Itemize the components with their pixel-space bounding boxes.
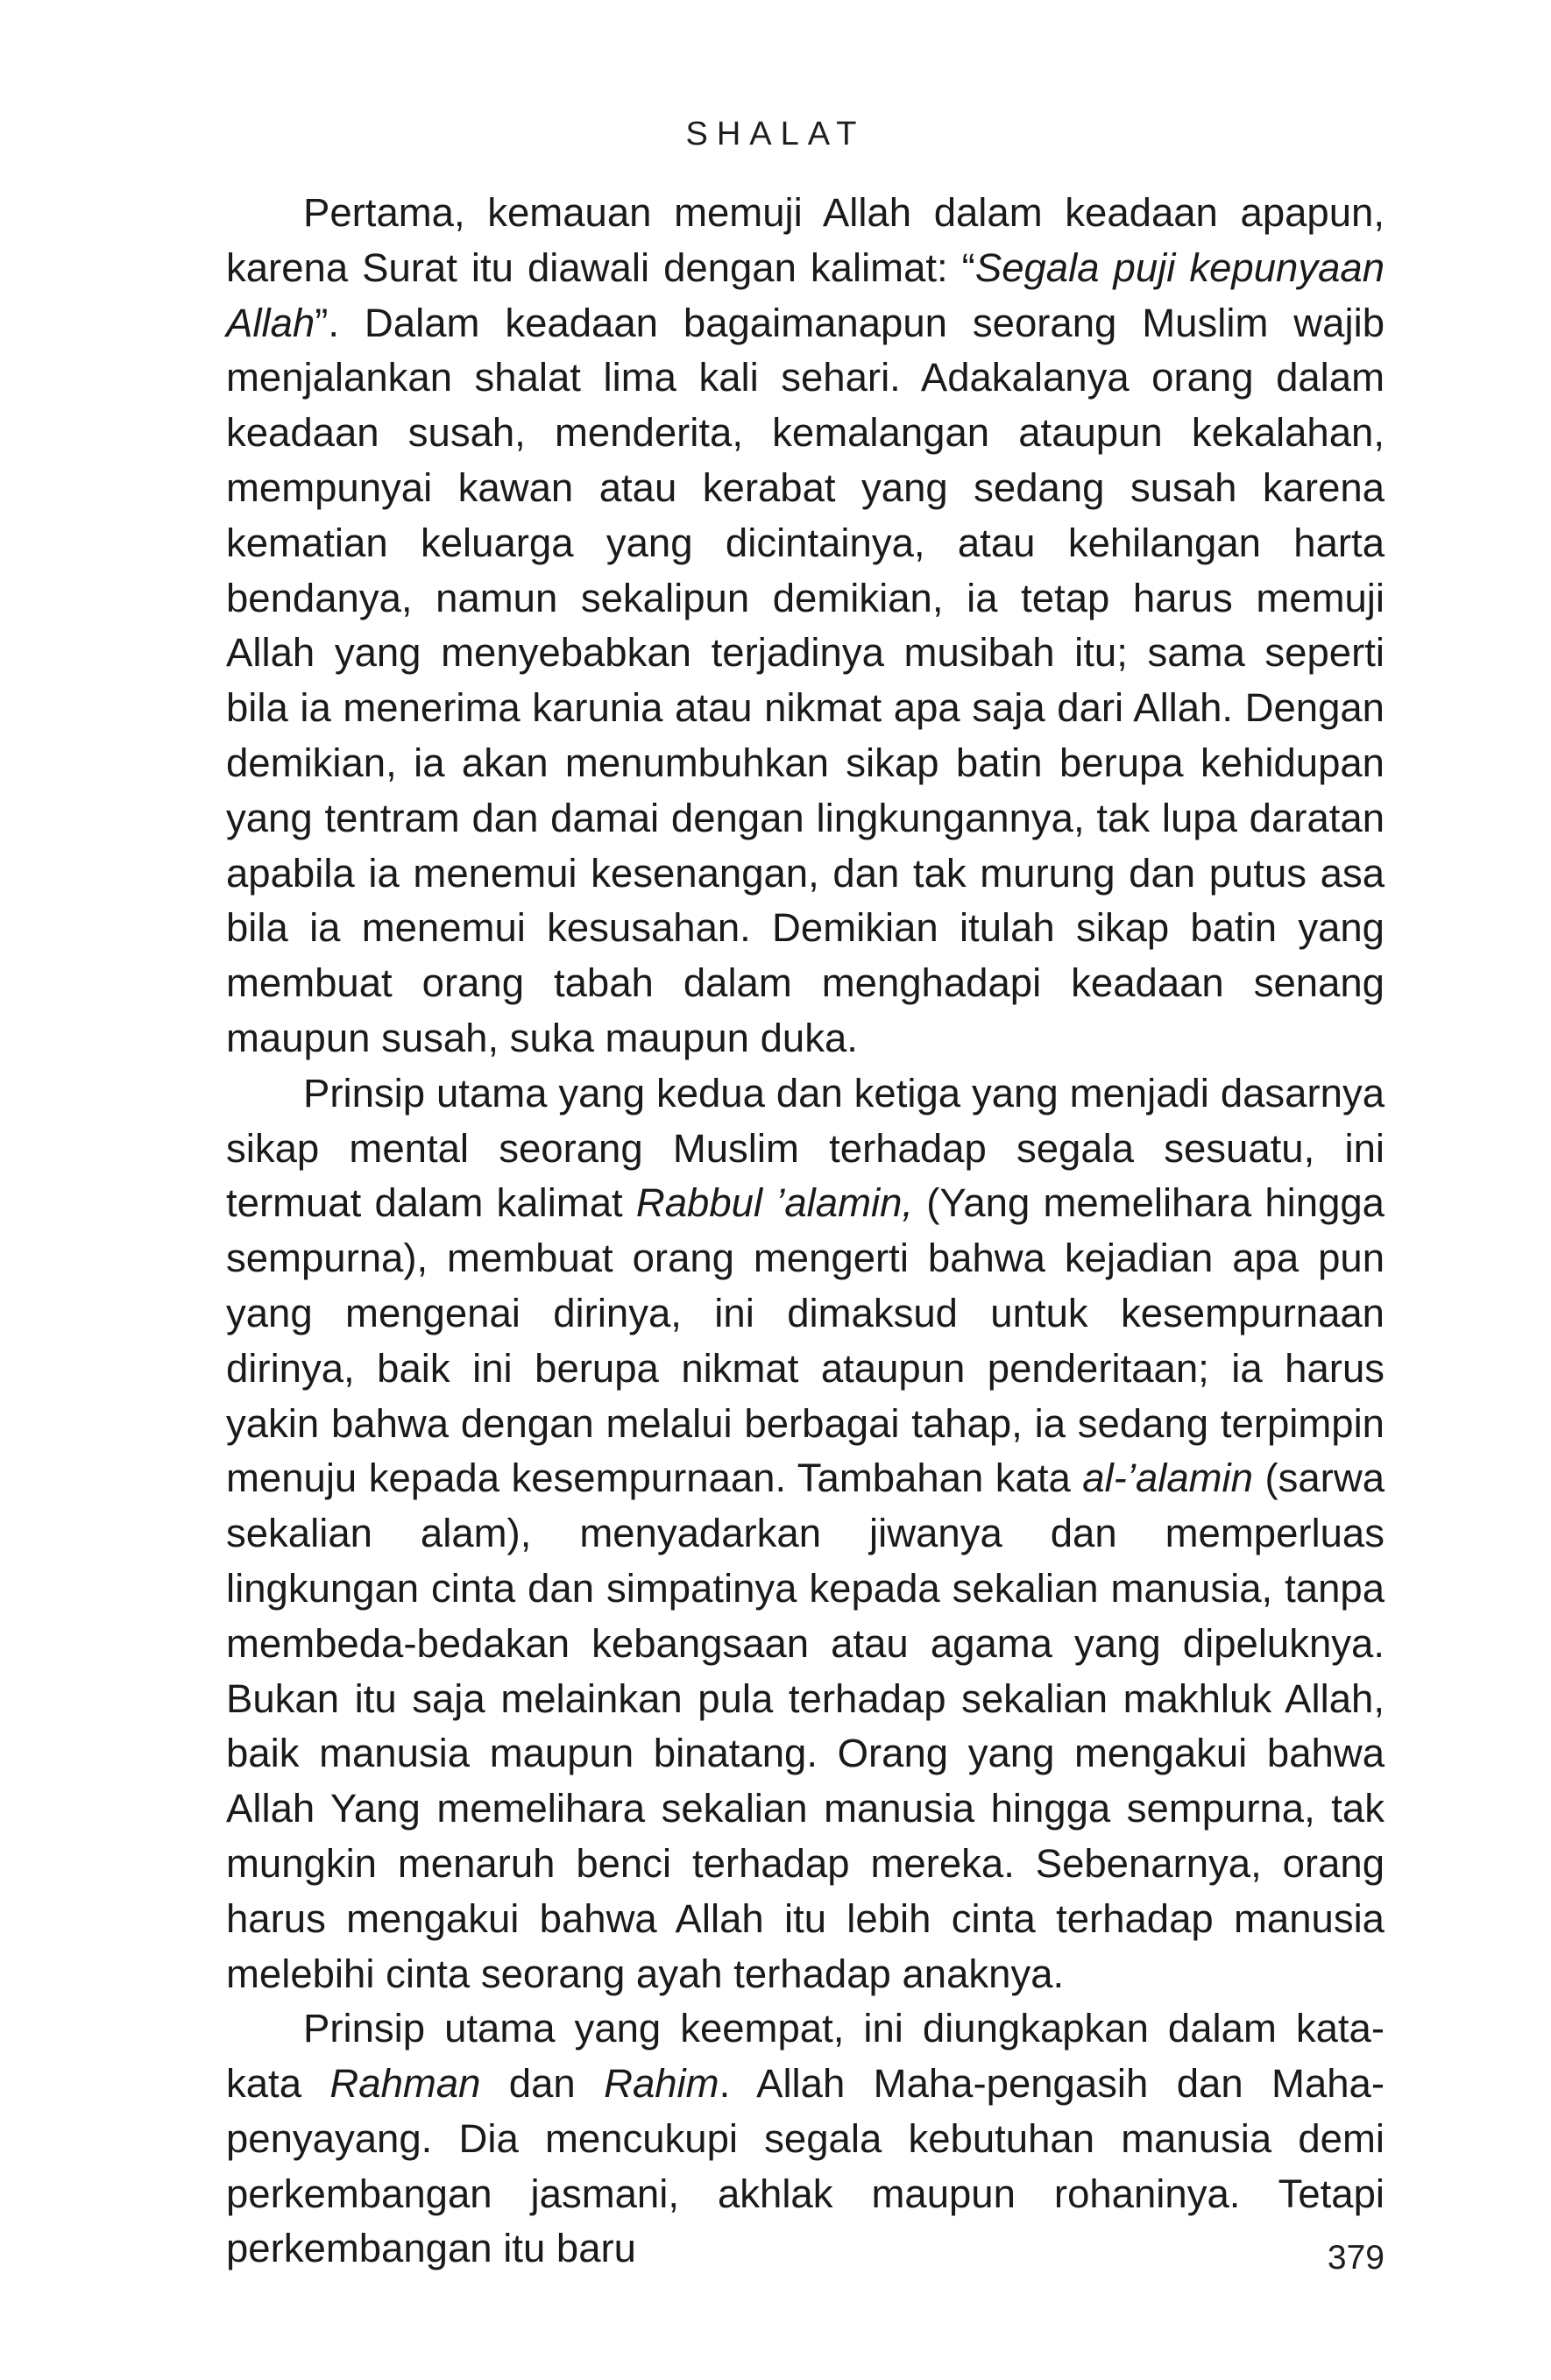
text-run: . Allah Maha-pengasih dan Maha-penyayang. Dia mencukupi segala kebutuhan manusia demi perkembangan jasmani, akhlak maupun rohaninya. Tetapi perkembangan itu baru: [226, 2061, 1385, 2271]
paragraph-2: [226, 1066, 1385, 2002]
text-run: Prinsip utama yang kedua dan ketiga yang menjadi dasarnya sikap mental seorang Muslim terhadap segala sesuatu, ini termuat dalam kalimat: [226, 1070, 1385, 1226]
paragraph-1: [226, 186, 1385, 1066]
text-run: (Yang memelihara hingga sempurna), membuat orang mengerti bahwa kejadian apa pun yang mengenai dirinya, ini dimaksud untuk kesempurnaan dirinya, baik ini berupa nikmat ataupun penderitaan; ia harus yakin bahwa dengan melalui berbagai tahap, ia sedang terpimpin menuju kepada kesempurnaan. Tambahan kata: [226, 1180, 1385, 1501]
italic-text-run: Segala puji kepunyaan Allah: [226, 244, 1385, 345]
italic-text-run: Rabbul ’alamin,: [635, 1180, 914, 1226]
text-run: dan: [480, 2061, 605, 2107]
running-header: SHALAT: [685, 116, 866, 152]
text-run: Pertama, kemauan memuji Allah dalam keadaan apapun, karena Surat itu diawali dengan kalimat: “: [226, 190, 1385, 290]
paragraph-3: [226, 2001, 1385, 2277]
italic-text-run: Rahman: [329, 2061, 481, 2107]
text-run: Prinsip utama yang keempat, ini diungkapkan dalam kata-kata: [226, 2006, 1385, 2107]
italic-text-run: al-’alamin: [1082, 1456, 1253, 1501]
body-text: [226, 186, 1385, 2277]
text-run: (sarwa sekalian alam), menyadarkan jiwanya dan memperluas lingkungan cinta dan simpatinya kepada sekalian manusia, tanpa membeda-bedakan kebangsaan atau agama yang dipeluknya. Bukan itu saja melainkan pula terhadap sekalian makhluk Allah, baik manusia maupun binatang. Orang yang mengakui bahwa Allah Yang memelihara sekalian manusia hingga sempurna, tak mungkin menaruh benci terhadap mereka. Sebenarnya, orang harus mengakui bahwa Allah itu lebih cinta terhadap manusia melebihi cinta seorang ayah terhadap anaknya.: [226, 1456, 1385, 1996]
text-run: ”. Dalam keadaan bagaimanapun seorang Muslim wajib menjalankan shalat lima kali sehari. Adakalanya orang dalam keadaan susah, menderita, kemalangan ataupun kekalahan, mempunyai kawan atau kerabat yang sedang susah karena kematian keluarga yang dicintainya, atau kehilangan harta bendanya, namun sekalipun demikian, ia tetap harus memuji Allah yang menyebabkan terjadinya musibah itu; sama seperti bila ia menerima karunia atau nikmat apa saja dari Allah. Dengan demikian, ia akan menumbuhkan sikap batin berupa kehidupan yang tentram dan damai dengan lingkungannya, tak lupa daratan apabila ia menemui kesenangan, dan tak murung dan putus asa bila ia menemui kesusahan. Demikian itulah sikap batin yang membuat orang tabah dalam menghadapi keadaan senang maupun susah, suka maupun duka.: [226, 300, 1385, 1060]
page-number: 379: [1327, 2239, 1385, 2277]
italic-text-run: Rahim: [604, 2061, 719, 2107]
